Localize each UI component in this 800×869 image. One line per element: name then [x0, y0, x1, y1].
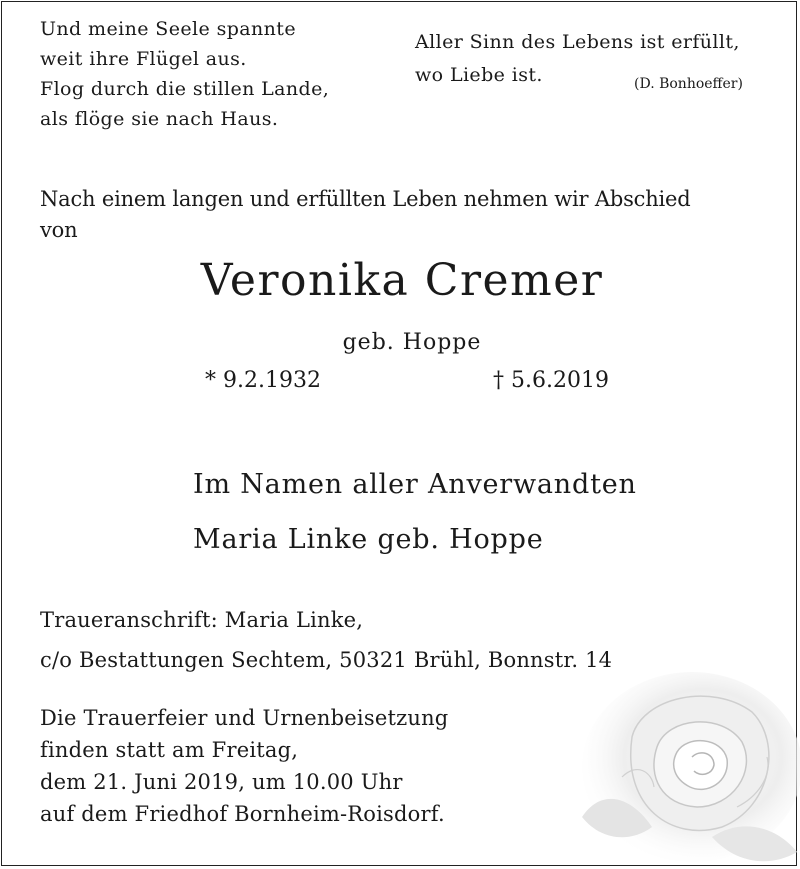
quote-line: wo Liebe ist. [415, 64, 543, 86]
intro-text [40, 184, 691, 246]
poem-line: Und meine Seele spannte [40, 18, 296, 40]
birth-name: geb. Hoppe [342, 330, 482, 355]
mourning-address [40, 600, 612, 680]
intro-line: von [40, 218, 78, 242]
rose-icon [562, 667, 800, 868]
poem [40, 14, 329, 134]
poem-line: weit ihre Flügel aus. [40, 48, 247, 70]
birth-date: * 9.2.1932 [205, 368, 321, 393]
death-date: † 5.6.2019 [493, 368, 609, 393]
deceased-name: Veronika Cremer [200, 255, 604, 306]
ceremony-line: auf dem Friedhof Bornheim-Roisdorf. [40, 802, 445, 826]
obituary-notice [1, 1, 797, 866]
relatives-line: Maria Linke geb. Hoppe [193, 524, 544, 555]
address-line: c/o Bestattungen Sechtem, 50321 Brühl, Bonnstr. 14 [40, 648, 613, 672]
address-line: Traueranschrift: Maria Linke, [40, 608, 364, 632]
quote-line: Aller Sinn des Lebens ist erfüllt, [415, 31, 740, 53]
ceremony-line: Die Trauerfeier und Urnenbeisetzung [40, 706, 449, 730]
ceremony-info [40, 702, 448, 830]
poem-line: Flog durch die stillen Lande, [40, 78, 330, 100]
ceremony-line: dem 21. Juni 2019, um 10.00 Uhr [40, 770, 403, 794]
poem-line: als flöge sie nach Haus. [40, 108, 279, 130]
ceremony-line: finden statt am Freitag, [40, 738, 299, 762]
intro-line: Nach einem langen und erfüllten Leben nehmen wir Abschied [40, 187, 691, 211]
quote-attribution: (D. Bonhoeffer) [634, 76, 743, 92]
relatives [193, 457, 637, 567]
relatives-line: Im Namen aller Anverwandten [193, 469, 637, 500]
